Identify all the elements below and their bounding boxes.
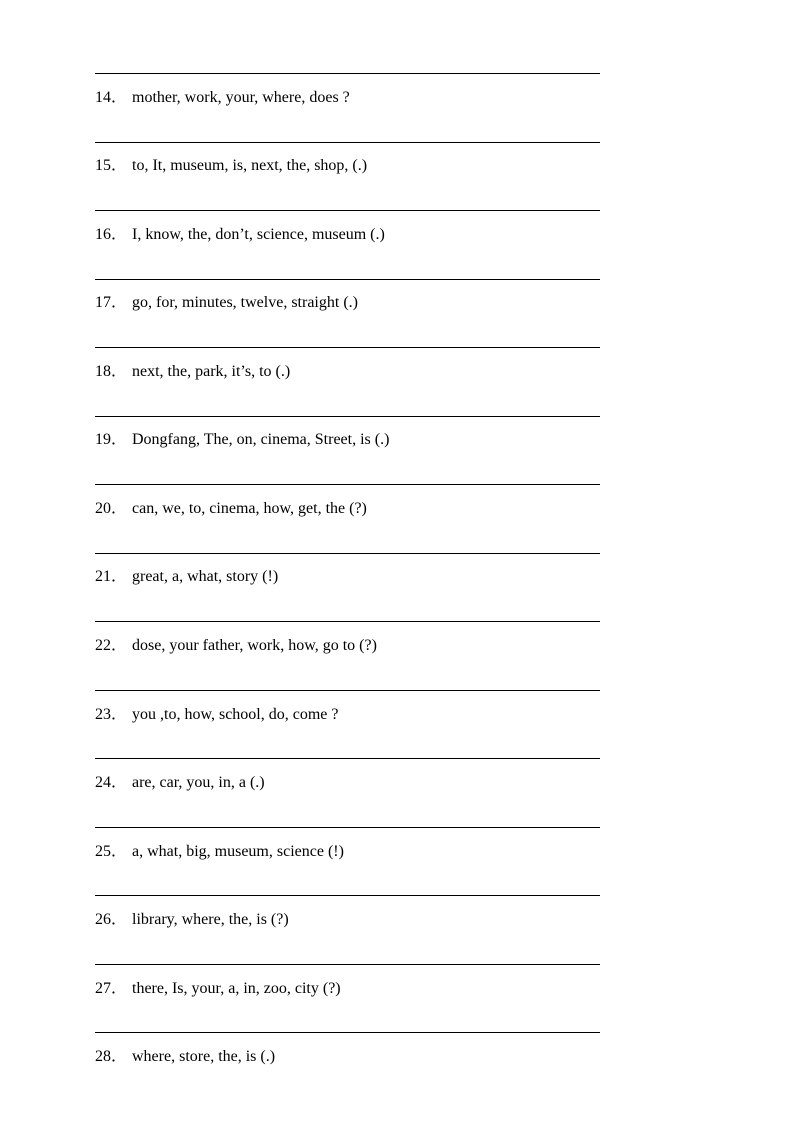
question-text: go, for, minutes, twelve, straight (.) xyxy=(132,294,358,311)
question-15 xyxy=(95,154,615,178)
answer-line xyxy=(95,416,600,417)
question-number: 26． xyxy=(95,911,128,928)
question-text: you ,to, how, school, do, come ? xyxy=(132,706,339,723)
question-text: Dongfang, The, on, cinema, Street, is (.) xyxy=(132,431,390,448)
question-28 xyxy=(95,1045,615,1069)
answer-line xyxy=(95,142,600,143)
question-text: next, the, park, it’s, to (.) xyxy=(132,363,291,380)
answer-line xyxy=(95,210,600,211)
question-23 xyxy=(95,703,615,727)
question-text: where, store, the, is (.) xyxy=(132,1048,276,1065)
question-number: 20． xyxy=(95,500,128,517)
question-text: great, a, what, story (!) xyxy=(132,568,279,585)
question-22 xyxy=(95,634,615,658)
question-text: are, car, you, in, a (.) xyxy=(132,774,265,791)
question-text: I, know, the, don’t, science, museum (.) xyxy=(132,226,385,243)
question-17 xyxy=(95,291,615,315)
answer-line xyxy=(95,621,600,622)
question-number: 24． xyxy=(95,774,128,791)
question-text: can, we, to, cinema, how, get, the (?) xyxy=(132,500,367,517)
question-text: there, Is, your, a, in, zoo, city (?) xyxy=(132,980,341,997)
question-25 xyxy=(95,840,615,864)
question-number: 19． xyxy=(95,431,128,448)
question-number: 25． xyxy=(95,843,128,860)
answer-line xyxy=(95,73,600,74)
question-number: 27． xyxy=(95,980,128,997)
answer-line xyxy=(95,279,600,280)
question-16 xyxy=(95,223,615,247)
answer-line xyxy=(95,553,600,554)
answer-line xyxy=(95,964,600,965)
question-number: 18． xyxy=(95,363,128,380)
answer-line xyxy=(95,484,600,485)
question-number: 23． xyxy=(95,706,128,723)
answer-line xyxy=(95,758,600,759)
answer-line xyxy=(95,895,600,896)
question-text: mother, work, your, where, does ? xyxy=(132,89,350,106)
question-number: 16． xyxy=(95,226,128,243)
question-number: 15． xyxy=(95,157,128,174)
answer-line xyxy=(95,347,600,348)
question-text: to, It, museum, is, next, the, shop, (.) xyxy=(132,157,368,174)
question-21 xyxy=(95,565,615,589)
answer-line xyxy=(95,827,600,828)
question-number: 21． xyxy=(95,568,128,585)
answer-line xyxy=(95,1032,600,1033)
question-number: 28． xyxy=(95,1048,128,1065)
answer-line xyxy=(95,690,600,691)
question-18 xyxy=(95,360,615,384)
question-14 xyxy=(95,86,615,110)
question-text: dose, your father, work, how, go to (?) xyxy=(132,637,377,654)
question-19 xyxy=(95,428,615,452)
question-26 xyxy=(95,908,615,932)
question-20 xyxy=(95,497,615,521)
question-text: library, where, the, is (?) xyxy=(132,911,289,928)
question-number: 17． xyxy=(95,294,128,311)
question-number: 14． xyxy=(95,89,128,106)
question-text: a, what, big, museum, science (!) xyxy=(132,843,344,860)
question-24 xyxy=(95,771,615,795)
question-27 xyxy=(95,977,615,1001)
question-number: 22． xyxy=(95,637,128,654)
